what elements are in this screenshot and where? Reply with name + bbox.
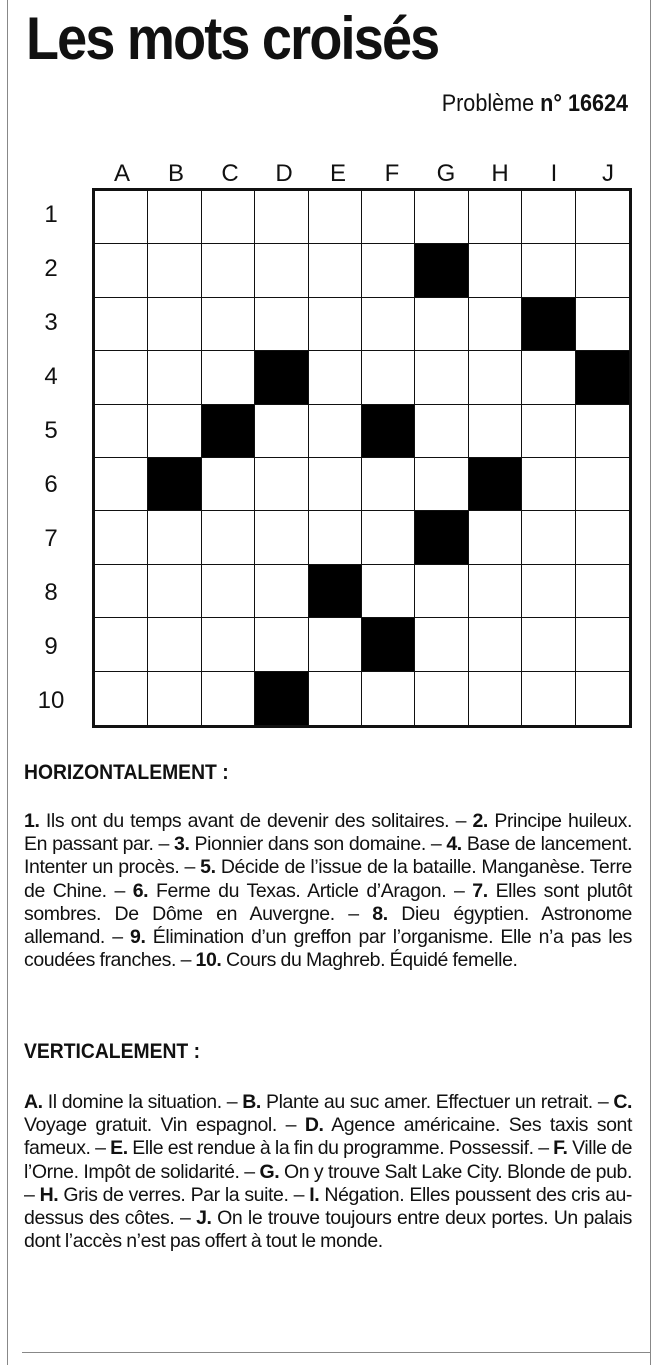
grid-cell-e9[interactable]: [309, 618, 362, 671]
grid-cell-g6[interactable]: [415, 458, 468, 511]
row-label-9: 9: [44, 633, 58, 660]
horizontal-clue-number: 6.: [132, 879, 149, 902]
grid-cell-a6[interactable]: [95, 458, 148, 511]
column-label-j: J: [602, 160, 614, 187]
grid-cell-b7[interactable]: [148, 511, 201, 564]
black-cell-j4: [576, 351, 629, 404]
vertical-clue-text: Gris de verres. Par la suite.: [63, 1183, 289, 1206]
grid-cell-f6[interactable]: [362, 458, 415, 511]
column-label-h: H: [491, 160, 509, 187]
frame-right-rule: [650, 0, 651, 1365]
grid-cell-j7[interactable]: [576, 511, 629, 564]
column-label-e: E: [329, 160, 346, 187]
black-cell-e8: [309, 565, 362, 618]
grid-cell-h5[interactable]: [469, 405, 522, 458]
grid-cell-j5[interactable]: [576, 405, 629, 458]
grid-cell-a7[interactable]: [95, 511, 148, 564]
column-label-b: B: [167, 160, 184, 187]
vertical-clue-number: E.: [110, 1137, 128, 1160]
black-cell-g7: [415, 511, 468, 564]
grid-cell-a8[interactable]: [95, 565, 148, 618]
grid-cell-j1[interactable]: [576, 191, 629, 244]
black-cell-g2: [415, 244, 468, 297]
horizontal-clue-text: Principe huileux. En passant par.: [24, 810, 633, 856]
grid-cell-b2[interactable]: [148, 244, 201, 297]
grid-cell-f7[interactable]: [362, 511, 415, 564]
vertical-clue-text: Il domine la situation.: [47, 1091, 222, 1113]
horizontal-clue-text: Élimination d’un greffon par l’organisme. Elle n’a pas les coudées franches.: [24, 926, 632, 972]
grid-cell-c6[interactable]: [202, 458, 255, 511]
row-label-5: 5: [44, 417, 58, 444]
grid-cell-b1[interactable]: [148, 191, 201, 244]
vertical-clue-text: Agence américaine. Ses taxis sont fameux.: [24, 1114, 633, 1160]
horizontal-clue-text: Base de lancement. Intenter un procès.: [24, 833, 632, 879]
horizontal-clue-number: 8.: [372, 902, 388, 925]
grid-cell-j10[interactable]: [576, 672, 629, 725]
grid-cell-f3[interactable]: [362, 298, 415, 351]
grid-cell-j3[interactable]: [576, 298, 629, 351]
black-cell-h6: [469, 458, 522, 511]
grid-cell-g10[interactable]: [415, 672, 468, 725]
black-cell-b6: [148, 458, 201, 511]
vertical-clue-number: J.: [196, 1207, 212, 1230]
grid-cell-i8[interactable]: [522, 565, 575, 618]
grid-cell-i1[interactable]: [522, 191, 575, 244]
grid-cell-a1[interactable]: [95, 191, 148, 244]
grid-cell-j6[interactable]: [576, 458, 629, 511]
grid-cell-h8[interactable]: [469, 565, 522, 618]
grid-cell-i6[interactable]: [522, 458, 575, 511]
horizontal-clue-number: 1.: [24, 810, 40, 832]
horizontal-heading: HORIZONTALEMENT :: [24, 761, 229, 784]
grid-cell-c2[interactable]: [202, 244, 255, 297]
horizontal-clue-number: 9.: [130, 926, 146, 949]
vertical-clue-number: H.: [39, 1183, 59, 1206]
vertical-clue-number: D.: [304, 1114, 324, 1137]
grid-cell-j9[interactable]: [576, 618, 629, 671]
grid-cell-c4[interactable]: [202, 351, 255, 404]
column-label-g: G: [436, 160, 456, 187]
row-label-1: 1: [44, 201, 58, 228]
grid-cell-h7[interactable]: [469, 511, 522, 564]
grid-cell-j8[interactable]: [576, 565, 629, 618]
vertical-heading: VERTICALEMENT :: [24, 1040, 201, 1063]
grid-cell-i9[interactable]: [522, 618, 575, 671]
vertical-clue-number: F.: [553, 1137, 568, 1160]
grid-cell-d3[interactable]: [255, 298, 308, 351]
frame-left-rule: [7, 0, 8, 1365]
grid-cell-f4[interactable]: [362, 351, 415, 404]
page-title: Les mots croisés: [26, 5, 439, 72]
black-cell-f9: [362, 618, 415, 671]
grid-cell-g4[interactable]: [415, 351, 468, 404]
crossword-grid: [92, 188, 632, 728]
column-label-c: C: [221, 160, 239, 187]
vertical-clue-number: B.: [242, 1091, 261, 1113]
vertical-clue-text: Voyage gratuit. Vin espagnol.: [24, 1114, 277, 1137]
black-cell-f5: [362, 405, 415, 458]
horizontal-clue-number: 5.: [200, 856, 216, 879]
grid-cell-b3[interactable]: [148, 298, 201, 351]
grid-cell-d5[interactable]: [255, 405, 308, 458]
horizontal-clue-number: 4.: [446, 833, 462, 856]
grid-cell-c1[interactable]: [202, 191, 255, 244]
grid-cell-b10[interactable]: [148, 672, 201, 725]
grid-cell-h10[interactable]: [469, 672, 522, 725]
row-label-3: 3: [44, 309, 58, 336]
column-label-d: D: [275, 160, 293, 187]
black-cell-c5: [202, 405, 255, 458]
grid-cell-b8[interactable]: [148, 565, 201, 618]
row-label-10: 10: [37, 687, 65, 714]
grid-cell-e3[interactable]: [309, 298, 362, 351]
grid-cell-d1[interactable]: [255, 191, 308, 244]
horizontal-clue-number: 3.: [174, 833, 190, 856]
vertical-clue-number: G.: [259, 1160, 280, 1183]
vertical-clue-text: Négation. Elles poussent des cris au-dessus des côtes.: [24, 1183, 632, 1230]
grid-cell-d9[interactable]: [255, 618, 308, 671]
grid-cell-c9[interactable]: [202, 618, 255, 671]
frame-bottom-rule: [22, 1352, 650, 1353]
grid-cell-h1[interactable]: [469, 191, 522, 244]
grid-cell-e10[interactable]: [309, 672, 362, 725]
vertical-clue-text: Elle est rendue à la fin du programme. Possessif.: [132, 1137, 534, 1160]
black-cell-d4: [255, 351, 308, 404]
grid-cell-h9[interactable]: [469, 618, 522, 671]
grid-cell-b4[interactable]: [148, 351, 201, 404]
grid-cell-d2[interactable]: [255, 244, 308, 297]
vertical-clues: A. Il domine la situation. – B. Plante au suc amer. Effectuer un retrait. – C. Voyage gratuit. Vin espagnol. – D. Agence américaine. Ses taxis sont fameux. – E. Elle est rendue à la fin du programme. Possessif. – F. Ville de l’Orne. Impôt de solidarité. – G. On y trouve Salt Lake City. Blonde de pub. – H. Gris de verres. Par la suite. – I. Négation. Elles poussent des cris au-dessus des côtes. – J. On le trouve toujours entre deux portes. Un palais dont l’accès n’est pas offert à tout le monde.: [24, 1091, 633, 1253]
problem-prefix: Problème: [441, 90, 535, 117]
grid-cell-c8[interactable]: [202, 565, 255, 618]
grid-cell-g9[interactable]: [415, 618, 468, 671]
vertical-clue-text: Plante au suc amer. Effectuer un retrait.: [265, 1091, 593, 1113]
grid-cell-c10[interactable]: [202, 672, 255, 725]
grid-cell-e5[interactable]: [309, 405, 362, 458]
grid-cell-a4[interactable]: [95, 351, 148, 404]
horizontal-clue-text: Décide de l’issue de la bataille. Manganèse. Terre de Chine.: [24, 856, 632, 902]
grid-cell-d7[interactable]: [255, 511, 308, 564]
horizontal-clue-text: Dieu égyptien. Astronome allemand.: [24, 902, 633, 949]
grid-cell-i4[interactable]: [522, 351, 575, 404]
grid-cell-d6[interactable]: [255, 458, 308, 511]
grid-cell-e7[interactable]: [309, 511, 362, 564]
row-label-8: 8: [44, 579, 58, 606]
horizontal-clue-text: Cours du Maghreb. Équidé femelle.: [226, 949, 518, 972]
grid-cell-f2[interactable]: [362, 244, 415, 297]
grid-cell-i7[interactable]: [522, 511, 575, 564]
problem-num: n° 16624: [540, 90, 628, 117]
row-label-6: 6: [44, 471, 58, 498]
horizontal-clues: 1. Ils ont du temps avant de devenir des solitaires. – 2. Principe huileux. En passant par. – 3. Pionnier dans son domaine. – 4. Base de lancement. Intenter un procès. – 5. Décide de l’issue de la bataille. Manganèse. Terre de Chine. – 6. Ferme du Texas. Article d’Aragon. – 7. Elles sont plutôt sombres. De Dôme en Auvergne. – 8. Dieu égyptien. Astronome allemand. – 9. Élimination d’un greffon par l’organisme. Elle n’a pas les coudées franches. – 10. Cours du Maghreb. Équidé femelle.: [24, 810, 633, 972]
grid-cell-i5[interactable]: [522, 405, 575, 458]
grid-cell-d8[interactable]: [255, 565, 308, 618]
column-label-f: F: [384, 160, 400, 187]
grid-cell-j2[interactable]: [576, 244, 629, 297]
grid-cell-e4[interactable]: [309, 351, 362, 404]
vertical-clue-text: On le trouve toujours entre deux portes. Un palais dont l’accès n’est pas offert à tout le monde.: [24, 1207, 632, 1253]
column-label-i: I: [550, 160, 558, 187]
grid-cell-b9[interactable]: [148, 618, 201, 671]
row-label-2: 2: [44, 255, 58, 282]
grid-cell-a5[interactable]: [95, 405, 148, 458]
grid-cell-g8[interactable]: [415, 565, 468, 618]
grid-cell-e6[interactable]: [309, 458, 362, 511]
grid-cell-a10[interactable]: [95, 672, 148, 725]
grid-cell-h3[interactable]: [469, 298, 522, 351]
horizontal-clue-text: Ferme du Texas. Article d’Aragon.: [156, 879, 447, 902]
vertical-clue-text: Ville de l’Orne. Impôt de solidarité.: [24, 1137, 633, 1183]
black-cell-d10: [255, 672, 308, 725]
grid-cell-c3[interactable]: [202, 298, 255, 351]
horizontal-clue-number: 7.: [472, 879, 488, 902]
horizontal-clue-text: Ils ont du temps avant de devenir des solitaires.: [45, 810, 450, 832]
grid-cell-g1[interactable]: [415, 191, 468, 244]
grid-cell-f10[interactable]: [362, 672, 415, 725]
grid-cell-e2[interactable]: [309, 244, 362, 297]
vertical-clue-number: A.: [24, 1091, 43, 1113]
row-label-7: 7: [44, 525, 58, 552]
grid-cell-e1[interactable]: [309, 191, 362, 244]
problem-number: [442, 90, 628, 118]
grid-cell-i10[interactable]: [522, 672, 575, 725]
vertical-clue-number: I.: [309, 1183, 320, 1206]
horizontal-clue-number: 10.: [195, 949, 222, 972]
grid-cell-f8[interactable]: [362, 565, 415, 618]
black-cell-i3: [522, 298, 575, 351]
vertical-clue-text: On y trouve Salt Lake City. Blonde de pub.: [283, 1160, 632, 1183]
grid-cell-c7[interactable]: [202, 511, 255, 564]
grid-cell-h4[interactable]: [469, 351, 522, 404]
horizontal-clue-number: 2.: [472, 810, 488, 832]
grid-cell-a3[interactable]: [95, 298, 148, 351]
column-label-a: A: [113, 160, 130, 187]
grid-cell-b5[interactable]: [148, 405, 201, 458]
horizontal-clue-text: Elles sont plutôt sombres. De Dôme en Auvergne.: [24, 879, 633, 925]
grid-cell-g5[interactable]: [415, 405, 468, 458]
grid-cell-f1[interactable]: [362, 191, 415, 244]
row-label-4: 4: [44, 363, 58, 390]
vertical-clue-number: C.: [613, 1091, 633, 1113]
grid-cell-i2[interactable]: [522, 244, 575, 297]
grid-cell-g3[interactable]: [415, 298, 468, 351]
grid-cell-a9[interactable]: [95, 618, 148, 671]
grid-cell-a2[interactable]: [95, 244, 148, 297]
horizontal-clue-text: Pionnier dans son domaine.: [194, 833, 426, 856]
grid-cell-h2[interactable]: [469, 244, 522, 297]
